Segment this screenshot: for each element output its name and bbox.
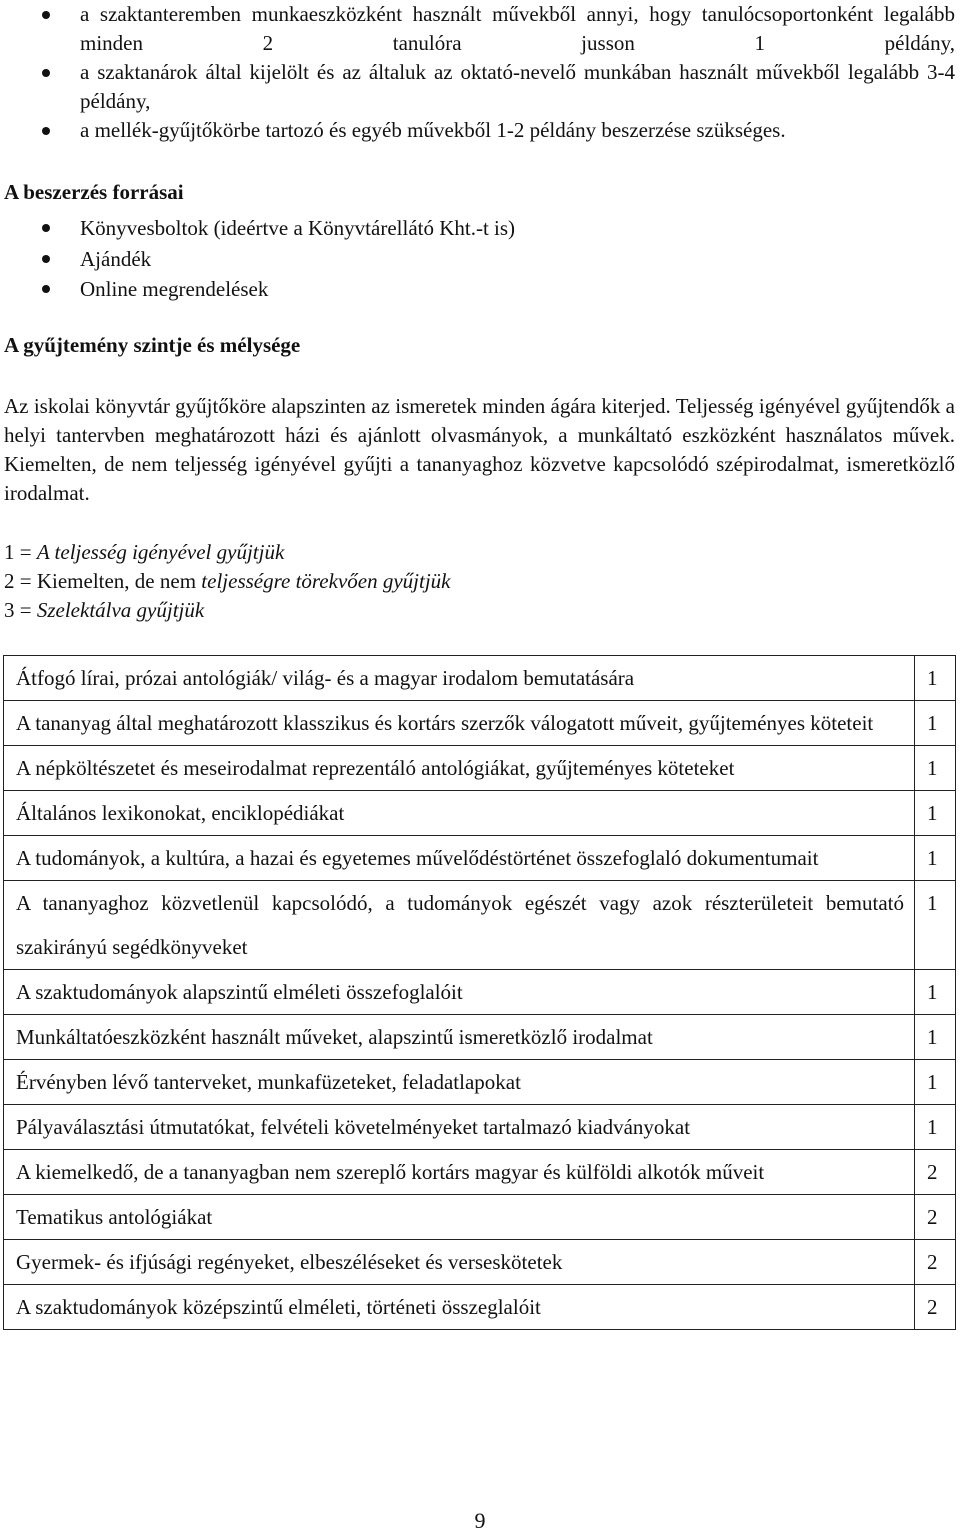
table-cell-level: 1 [915,1060,956,1105]
bullet-icon [42,285,50,293]
table-cell-description: A kiemelkedő, de a tananyagban nem szereplő kortárs magyar és külföldi alkotók műveit [4,1150,915,1195]
legend-number: 2 = [4,569,32,593]
bullet-icon [42,127,50,135]
legend-text: Szelektálva gyűjtjük [36,598,205,622]
table-cell-description: Érvényben lévő tanterveket, munkafüzeteket, feladatlapokat [4,1060,915,1105]
table-cell-level: 1 [915,791,956,836]
legend-text: Kiemelten, de nem [36,569,197,593]
table-cell-level: 2 [915,1240,956,1285]
table-row [4,791,956,836]
legend-number: 3 = [4,598,32,622]
list-item [0,213,900,244]
table-row [4,1060,956,1105]
table-cell-description: Tematikus antológiákat [4,1195,915,1240]
table-row [4,1015,956,1060]
list-item-text: Könyvesboltok (ideértve a Könyvtárellátó Kht.-t is) [80,216,516,240]
table-cell-description: Munkáltatóeszközként használt műveket, alapszintű ismeretközlő irodalmat [4,1015,915,1060]
table-cell-description: A szaktudományok középszintű elméleti, történeti összeglalóit [4,1285,915,1330]
list-item-text: a mellék-gyűjtőkörbe tartozó és egyéb művekből 1-2 példány beszerzése szükséges. [80,118,786,142]
table-cell-description: A szaktudományok alapszintű elméleti összefoglalóit [4,970,915,1015]
table-row [4,1240,956,1285]
legend-number: 1 = [4,540,32,564]
sources-list [0,213,900,305]
table-cell-level: 1 [915,836,956,881]
table-row [4,1285,956,1330]
table-row [4,1195,956,1240]
table-row [4,836,956,881]
table-row [4,746,956,791]
table-cell-level: 2 [915,1285,956,1330]
collection-heading: A gyűjtemény szintje és mélysége [4,333,301,357]
list-item [0,0,955,58]
legend-text-italic: teljességre törekvően gyűjtjük [201,569,451,593]
table-cell-level: 2 [915,1195,956,1240]
table-cell-level: 1 [915,970,956,1015]
table-row [4,1105,956,1150]
list-item [0,274,900,305]
legend-line-2 [4,567,450,596]
list-item [0,244,900,275]
table-cell-description: A tananyag által meghatározott klasszikus és kortárs szerzők válogatott műveit, gyűjteményes köteteit [4,701,915,746]
table-row [4,1150,956,1195]
table-cell-level: 1 [915,1015,956,1060]
level-legend [4,538,450,625]
legend-line-1 [4,538,450,567]
list-item-text: Online megrendelések [80,277,269,301]
table-cell-description: Általános lexikonokat, enciklopédiákat [4,791,915,836]
acquisition-quantity-list [0,0,955,145]
sources-heading: A beszerzés forrásai [4,180,184,204]
table-cell-level: 2 [915,1150,956,1195]
table-cell-level: 1 [915,881,956,970]
bullet-icon [42,11,50,19]
table-row [4,656,956,701]
table-cell-description: A tananyaghoz közvetlenül kapcsolódó, a tudományok egészét vagy azok részterületeit bemutató szakirányú segédkönyveket [4,881,915,970]
collection-level-table [3,655,956,1330]
bullet-icon [42,255,50,263]
table-cell-description: Gyermek- és ifjúsági regényeket, elbeszéléseket és verseskötetek [4,1240,915,1285]
table-cell-description: A tudományok, a kultúra, a hazai és egyetemes művelődéstörténet összefoglaló dokumentumait [4,836,915,881]
table-cell-level: 1 [915,701,956,746]
table-cell-level: 1 [915,1105,956,1150]
bullet-icon [42,224,50,232]
table-cell-level: 1 [915,656,956,701]
collection-paragraph: Az iskolai könyvtár gyűjtőköre alapszinten az ismeretek minden ágára kiterjed. Teljesség igényével gyűjtendők a helyi tantervben meghatározott házi és ajánlott olvasmányok, a munkáltató eszközként használatos művek. Kiemelten, de nem teljesség igényével gyűjti a tananyaghoz közvetve kapcsolódó szépirodalmat, ismeretközlő irodalmat. [4,394,955,505]
table-cell-description: Pályaválasztási útmutatókat, felvételi követelményeket tartalmazó kiadványokat [4,1105,915,1150]
table-row [4,701,956,746]
page-number: 9 [474,1508,486,1533]
list-item [0,116,955,145]
legend-text: A teljesség igényével gyűjtjük [36,540,285,564]
list-item-text: a szaktanárok által kijelölt és az általuk az oktató-nevelő munkában használt művekből legalább 3-4 példány, [80,60,955,113]
table-cell-description: Átfogó lírai, prózai antológiák/ világ- és a magyar irodalom bemutatására [4,656,915,701]
bullet-icon [42,69,50,77]
list-item-text: a szaktanteremben munkaeszközként használt művekből annyi, hogy tanulócsoportonként legalább minden 2 tanulóra jusson 1 példány, [80,2,955,55]
table-row [4,970,956,1015]
table-row [4,881,956,970]
list-item [0,58,955,116]
legend-line-3 [4,596,450,625]
list-item-text: Ajándék [80,246,152,271]
table-cell-description: A népköltészetet és meseirodalmat reprezentáló antológiákat, gyűjteményes köteteket [4,746,915,791]
table-cell-level: 1 [915,746,956,791]
